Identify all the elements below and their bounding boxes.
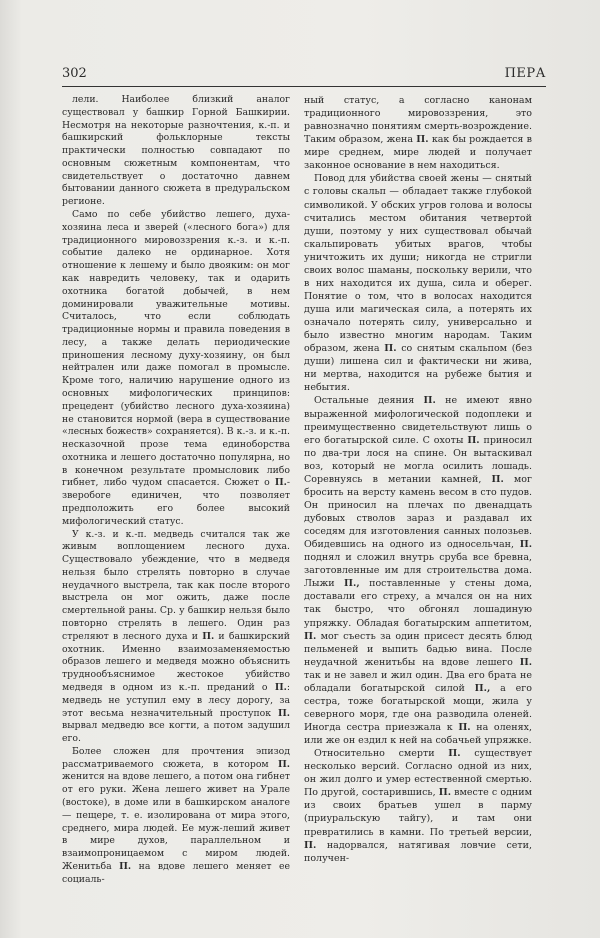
paragraph: [62, 209, 290, 529]
text-run: -зверобоге единичен, что позволяет предположить его более высокий мифологический статус.: [62, 477, 290, 527]
right-column: [304, 94, 532, 865]
headword-abbrev: П.: [119, 860, 132, 872]
headword-abbrev: П.,: [474, 682, 491, 694]
paragraph: [62, 94, 290, 209]
text-run: приносил по два-три лося на спине. Он вытаскивал воз, который не могла осилить лошадь. Соревнуясь в метании камней,: [304, 434, 532, 485]
text-run: вместе с одним из своих братьев ушел в парму (приуральскую тайгу), и там они превратились в камни. По третьей версии,: [304, 787, 532, 838]
headword-abbrev: П.: [274, 477, 287, 489]
headword-abbrev: П.: [416, 134, 429, 146]
headword-abbrev: П.: [448, 748, 461, 760]
text-run: на вдове лешего меняет ее социаль-: [62, 860, 290, 885]
page-number: 302: [62, 66, 87, 81]
headword-abbrev: П.: [384, 343, 397, 355]
paragraph: [304, 394, 532, 747]
text-run: поднял и сложил внутрь сруба все бревна, заготовленные им для строительства дома. Лыжи: [304, 552, 532, 590]
headword-abbrev: П.: [519, 656, 532, 668]
text-run: Более сложен для прочтения эпизод рассматриваемого сюжета, в котором: [62, 745, 290, 770]
text-run: женится на вдове лешего, а потом она гибнет от его руки. Жена лешего живет на Урале (востоке), в доме или в башкирском аналоге — пещере, т. е. изолирована от мира этого, среднего, мира людей. Ее муж-леший живет в мире духов, параллельном и взаимопроницаемом с миром людей. Женитьба: [62, 771, 290, 872]
running-title: ПЕРА: [504, 66, 546, 81]
paragraph: [304, 94, 532, 172]
text-run: а его сестра, тоже богатырской мощи, жила у северного моря, где она разводила оленей. Иногда сестра приезжала к: [304, 682, 532, 733]
text-run: Само по себе убийство лешего, духа-хозяина леса и зверей («лесного бога») для традиционного мировоззрения к.-з. и к.-п. событие далеко не ординарное. Хотя отношение к лешему и было двояким: он мог как навредить человеку, так и одарить охотника богатой добычей, в нем доминировали уважительные мотивы. Считалось, что если соблюдать традиционные нормы и правила поведения в лесу, а также делать периодические приношения лесному духу-хозяину, он был нейтрален или даже помогал в промысле. Кроме того, наличию нарушение одного из основных мифологических принципов: прецедент (убийство лесного духа-хозяина) не становится нормой (вера в существование «лесных божеств» сохраняется). В к.-з. и к.-п. несказочной прозе тема единоборства охотника и лешего достаточно популярна, но в конечном результате промысловик либо гибнет, либо чудом спасается. Сюжет о: [62, 209, 290, 489]
headword-abbrev: П.: [304, 630, 317, 642]
text-run: мог съесть за один присест десять блюд пельменей и выпить бадью вина. После неудачной женитьбы на вдове лешего: [304, 630, 532, 668]
text-run: ный статус, а согласно канонам традиционного мировоззрения, это равнозначно понятиям смерть-возрождение. Таким образом, жена: [304, 95, 532, 146]
headword-abbrev: П.: [277, 707, 290, 719]
text-run: и башкирский охотник. Именно взаимозаменяемостью образов лешего и медведя можно объяснить труднообъяснимое жестокое убийство медведя в одном из к.-п. преданий о: [62, 630, 290, 693]
text-run: лели. Наиболее близкий аналог существовал у башкир Горной Башкирии. Несмотря на некоторые разночтения, к.-п. и башкирский фольклорные тексты практически полностью совпадают по основным сюжетным компонентам, что свидетельствует о достаточно давнем бытовании данного сюжета в предуральском регионе.: [62, 94, 290, 208]
paragraph: [304, 747, 532, 865]
running-header: [62, 66, 546, 88]
text-run: так и не завел и жил один. Два его брата не обладали богатырской силой: [304, 669, 532, 694]
text-run: Остальные деяния: [314, 395, 424, 407]
text-run: мог бросить на версту камень весом в сто пудов. Он приносил на плечах по двенадцать дубовых стволов зараз и раздавал их соседям для изготовления санных полозьев. Обидевшись на одного из односельчан,: [304, 473, 532, 551]
text-run: не имеют явно выраженной мифологической подоплеки и преимущественно свидетельствуют лишь о его богатырской силе. С охоты: [304, 395, 532, 446]
text-run: существует несколько версий. Согласно одной из них, он жил долго и умер естественной смертью. По другой, состарившись,: [304, 748, 532, 799]
text-run: У к.-з. и к.-п. медведь считался так же живым воплощением лесного духа. Существовало убеждение, что в медведя нельзя было стрелять повторно в случае неудачного выстрела, так как после второго выстрела он мог ожить, даже после смертельной раны. Ср. у башкир нельзя было повторно стрелять в лешего. Один раз стреляют в лесного духа и: [62, 528, 290, 642]
headword-abbrev: П.: [423, 395, 436, 407]
header-rule: [62, 86, 546, 87]
headword-abbrev: П.: [491, 473, 504, 485]
headword-abbrev: П.: [202, 630, 215, 642]
text-run: вырвал медведю все когти, а потом задушил его.: [62, 720, 290, 745]
paragraph: [62, 746, 290, 887]
text-run: на оленях, или же он ездил к ней на собачьей упряжке.: [304, 722, 532, 747]
paragraph: [62, 529, 290, 746]
headword-abbrev: П.: [274, 681, 287, 693]
text-run: Относительно смерти: [314, 748, 449, 760]
left-column: [62, 94, 290, 886]
headword-abbrev: П.: [519, 539, 532, 551]
text-run: поставленные у стены дома, доставали его стреху, а мчался он на них так быстро, что обгонял лошадиную упряжку. Обладая богатырским аппетитом,: [304, 578, 532, 629]
headword-abbrev: П.: [304, 839, 317, 851]
text-run: как бы рождается в мире среднем, мире людей и получает законное основание в нем находиться.: [304, 134, 532, 172]
headword-abbrev: П.: [277, 758, 290, 770]
headword-abbrev: П.: [458, 722, 471, 733]
text-run: Повод для убийства своей жены — снятый с головы скальп — обладает также глубокой символикой. У обских угров голова и волосы считались местом обитания четвертой души, поэтому у них существовал обычай скальпировать убитых врагов, чтобы уничтожить их души; никогда не стригли своих волос шаманы, поскольку верили, что в них находится их душа, сила и оберег. Понятие о том, что в волосах находится душа или магическая сила, а потерять их означало потерять силу, универсально и было известно многим народам. Таким образом, жена: [304, 173, 532, 355]
headword-abbrev: П.,: [344, 578, 360, 590]
headword-abbrev: П.: [467, 434, 480, 446]
text-run: со снятым скальпом (без души) лишена сил и фактически ни жива, ни мертва, находится на рубеже бытия и небытия.: [304, 343, 532, 394]
text-run: : медведь не уступил ему в лесу дорогу, за этот весьма незначительный проступок: [62, 681, 290, 719]
paragraph: [304, 172, 532, 394]
headword-abbrev: П.: [438, 787, 452, 799]
text-run: надорвался, натягивая ловчие сети, получен-: [304, 839, 532, 864]
